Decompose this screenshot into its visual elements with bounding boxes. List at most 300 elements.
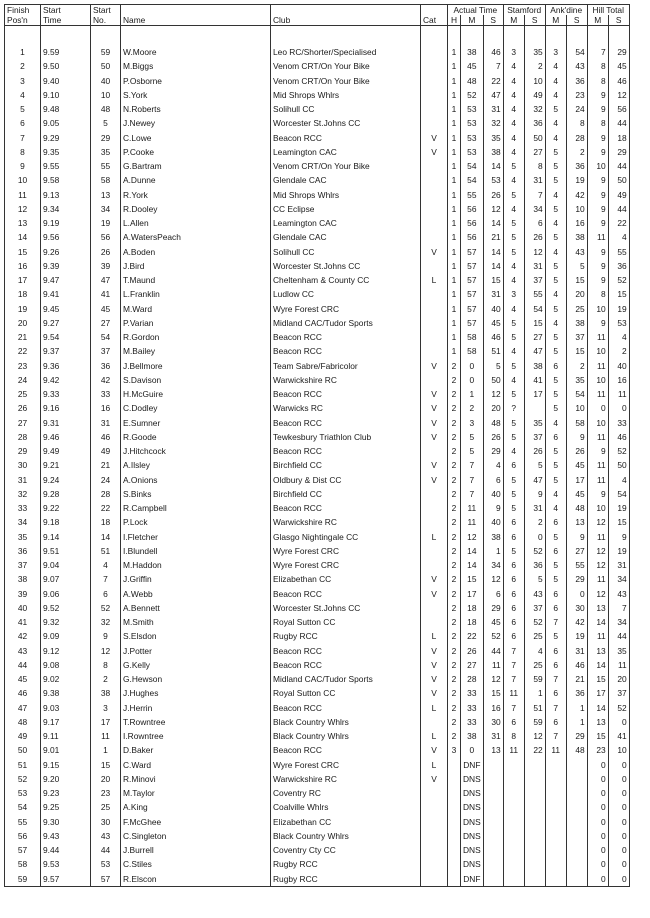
- category-cell: [421, 515, 448, 529]
- hill-seconds-cell: 15: [608, 515, 629, 529]
- start-no-cell: 22: [91, 501, 121, 515]
- rider-name-cell: S.Elsdon: [121, 629, 271, 643]
- table-row: [5, 230, 630, 244]
- finish-pos-cell: 5: [5, 102, 41, 116]
- start-time-cell: 9.52: [41, 601, 91, 615]
- ankdine-seconds-cell: 30: [566, 601, 587, 615]
- actual-minutes-cell: 14: [461, 544, 484, 558]
- hill-seconds-cell: 12: [608, 88, 629, 102]
- ankdine-minutes-cell: 5: [545, 458, 566, 472]
- start-time-cell: 9.34: [41, 202, 91, 216]
- actual-minutes-cell: 0: [461, 373, 484, 387]
- category-cell: V: [421, 658, 448, 672]
- actual-minutes-cell: 56: [461, 230, 484, 244]
- start-time-cell: 9.19: [41, 216, 91, 230]
- club-name-cell: Beacon RCC: [271, 416, 421, 430]
- header-stamford-s: S: [524, 15, 545, 26]
- ankdine-seconds-cell: 2: [566, 145, 587, 159]
- ankdine-seconds-cell: 54: [566, 387, 587, 401]
- hill-seconds-cell: 22: [608, 216, 629, 230]
- start-no-cell: 26: [91, 245, 121, 259]
- actual-hours-cell: 1: [448, 74, 461, 88]
- actual-hours-cell: 2: [448, 501, 461, 515]
- finish-pos-cell: 34: [5, 515, 41, 529]
- finish-pos-cell: 9: [5, 159, 41, 173]
- header-start-no-2: No.: [91, 15, 121, 26]
- hill-minutes-cell: 8: [587, 116, 608, 130]
- rider-name-cell: M.Bailey: [121, 344, 271, 358]
- actual-seconds-cell: 6: [483, 473, 503, 487]
- hill-minutes-cell: 0: [587, 800, 608, 814]
- hill-seconds-cell: 0: [608, 872, 629, 887]
- rider-name-cell: R.Dooley: [121, 202, 271, 216]
- stamford-seconds-cell: 7: [524, 188, 545, 202]
- finish-pos-cell: 35: [5, 530, 41, 544]
- table-row: [5, 487, 630, 501]
- category-cell: [421, 259, 448, 273]
- start-no-cell: 34: [91, 202, 121, 216]
- hill-minutes-cell: 0: [587, 857, 608, 871]
- hill-minutes-cell: 17: [587, 686, 608, 700]
- actual-hours-cell: [448, 829, 461, 843]
- ankdine-minutes-cell: 4: [545, 131, 566, 145]
- start-time-cell: 9.42: [41, 373, 91, 387]
- rider-name-cell: J.Bird: [121, 259, 271, 273]
- hill-minutes-cell: 9: [587, 88, 608, 102]
- club-name-cell: Beacon RCC: [271, 444, 421, 458]
- hill-seconds-cell: 0: [608, 800, 629, 814]
- start-no-cell: 39: [91, 259, 121, 273]
- stamford-minutes-cell: 4: [503, 116, 524, 130]
- stamford-minutes-cell: [503, 772, 524, 786]
- finish-pos-cell: 3: [5, 74, 41, 88]
- actual-minutes-cell: 38: [461, 45, 484, 59]
- category-cell: V: [421, 473, 448, 487]
- start-time-cell: 9.25: [41, 800, 91, 814]
- actual-hours-cell: 1: [448, 116, 461, 130]
- start-no-cell: 23: [91, 786, 121, 800]
- actual-seconds-cell: 13: [483, 743, 503, 757]
- hill-seconds-cell: 31: [608, 558, 629, 572]
- stamford-seconds-cell: 37: [524, 430, 545, 444]
- finish-pos-cell: 36: [5, 544, 41, 558]
- stamford-seconds-cell: 4: [524, 644, 545, 658]
- ankdine-seconds-cell: 21: [566, 672, 587, 686]
- start-time-cell: 9.46: [41, 430, 91, 444]
- hill-minutes-cell: 14: [587, 658, 608, 672]
- category-cell: [421, 843, 448, 857]
- finish-pos-cell: 44: [5, 658, 41, 672]
- start-time-cell: 9.29: [41, 131, 91, 145]
- hill-seconds-cell: 20: [608, 672, 629, 686]
- table-row: [5, 786, 630, 800]
- stamford-seconds-cell: 35: [524, 45, 545, 59]
- actual-seconds-cell: 12: [483, 572, 503, 586]
- hill-minutes-cell: 9: [587, 316, 608, 330]
- finish-pos-cell: 7: [5, 131, 41, 145]
- actual-seconds-cell: 30: [483, 715, 503, 729]
- actual-minutes-cell: 57: [461, 287, 484, 301]
- club-name-cell: Cheltenham & County CC: [271, 273, 421, 287]
- table-row: [5, 216, 630, 230]
- table-row: [5, 430, 630, 444]
- start-no-cell: 48: [91, 102, 121, 116]
- rider-name-cell: J.Potter: [121, 644, 271, 658]
- rider-name-cell: C.Singleton: [121, 829, 271, 843]
- finish-pos-cell: 19: [5, 302, 41, 316]
- club-name-cell: Leamington CAC: [271, 216, 421, 230]
- actual-minutes-cell: 11: [461, 501, 484, 515]
- ankdine-minutes-cell: 4: [545, 59, 566, 73]
- rider-name-cell: A.Ilsley: [121, 458, 271, 472]
- actual-hours-cell: [448, 843, 461, 857]
- ankdine-seconds-cell: 36: [566, 159, 587, 173]
- finish-pos-cell: 37: [5, 558, 41, 572]
- start-no-cell: 14: [91, 530, 121, 544]
- ankdine-minutes-cell: 5: [545, 230, 566, 244]
- start-no-cell: 51: [91, 544, 121, 558]
- ankdine-seconds-cell: 15: [566, 344, 587, 358]
- start-no-cell: 31: [91, 416, 121, 430]
- actual-hours-cell: [448, 772, 461, 786]
- finish-pos-cell: 50: [5, 743, 41, 757]
- start-time-cell: 9.59: [41, 45, 91, 59]
- table-row: [5, 644, 630, 658]
- start-no-cell: 59: [91, 45, 121, 59]
- ankdine-minutes-cell: 5: [545, 344, 566, 358]
- start-time-cell: 9.33: [41, 387, 91, 401]
- actual-hours-cell: 2: [448, 458, 461, 472]
- category-cell: V: [421, 416, 448, 430]
- ankdine-seconds-cell: 42: [566, 615, 587, 629]
- actual-seconds-cell: 9: [483, 501, 503, 515]
- start-time-cell: 9.31: [41, 416, 91, 430]
- ankdine-seconds-cell: 48: [566, 501, 587, 515]
- club-name-cell: Mid Shrops Whlrs: [271, 188, 421, 202]
- stamford-minutes-cell: 6: [503, 515, 524, 529]
- actual-hours-cell: 2: [448, 401, 461, 415]
- rider-name-cell: H.McGuire: [121, 387, 271, 401]
- stamford-minutes-cell: 5: [503, 216, 524, 230]
- start-no-cell: 38: [91, 686, 121, 700]
- start-no-cell: 28: [91, 487, 121, 501]
- actual-seconds-cell: 15: [483, 273, 503, 287]
- hill-minutes-cell: 11: [587, 230, 608, 244]
- actual-hours-cell: 2: [448, 430, 461, 444]
- rider-name-cell: M.Smith: [121, 615, 271, 629]
- category-cell: [421, 601, 448, 615]
- start-no-cell: 57: [91, 872, 121, 887]
- start-no-cell: 43: [91, 829, 121, 843]
- actual-seconds-cell: 16: [483, 701, 503, 715]
- actual-minutes-cell: DNS: [461, 772, 484, 786]
- ankdine-seconds-cell: 10: [566, 401, 587, 415]
- ankdine-minutes-cell: 5: [545, 202, 566, 216]
- club-name-cell: Warwickshire RC: [271, 373, 421, 387]
- hill-minutes-cell: 11: [587, 629, 608, 643]
- actual-hours-cell: 2: [448, 686, 461, 700]
- club-name-cell: Worcester St.Johns CC: [271, 601, 421, 615]
- club-name-cell: Beacon RCC: [271, 387, 421, 401]
- start-time-cell: 9.14: [41, 530, 91, 544]
- start-no-cell: 42: [91, 373, 121, 387]
- finish-pos-cell: 2: [5, 59, 41, 73]
- rider-name-cell: A.WatersPeach: [121, 230, 271, 244]
- table-row: [5, 387, 630, 401]
- start-time-cell: 9.16: [41, 401, 91, 415]
- stamford-minutes-cell: 6: [503, 572, 524, 586]
- club-name-cell: Royal Sutton CC: [271, 686, 421, 700]
- start-time-cell: 9.48: [41, 102, 91, 116]
- stamford-seconds-cell: [524, 772, 545, 786]
- table-row: [5, 159, 630, 173]
- stamford-seconds-cell: 26: [524, 444, 545, 458]
- category-cell: [421, 786, 448, 800]
- start-time-cell: 9.28: [41, 487, 91, 501]
- rider-name-cell: R.Gordon: [121, 330, 271, 344]
- rider-name-cell: J.Bellmore: [121, 359, 271, 373]
- stamford-seconds-cell: 9: [524, 487, 545, 501]
- ankdine-seconds-cell: 15: [566, 273, 587, 287]
- start-no-cell: 5: [91, 116, 121, 130]
- table-row: [5, 245, 630, 259]
- stamford-seconds-cell: 50: [524, 131, 545, 145]
- hill-minutes-cell: 0: [587, 401, 608, 415]
- start-time-cell: 9.53: [41, 857, 91, 871]
- category-cell: V: [421, 131, 448, 145]
- finish-pos-cell: 11: [5, 188, 41, 202]
- stamford-seconds-cell: [524, 815, 545, 829]
- finish-pos-cell: 10: [5, 173, 41, 187]
- hill-minutes-cell: 14: [587, 701, 608, 715]
- hill-minutes-cell: 13: [587, 715, 608, 729]
- rider-name-cell: J.Herrin: [121, 701, 271, 715]
- club-name-cell: Beacon RCC: [271, 330, 421, 344]
- start-time-cell: 9.05: [41, 116, 91, 130]
- stamford-minutes-cell: 5: [503, 387, 524, 401]
- hill-minutes-cell: 0: [587, 843, 608, 857]
- header-cat: Cat: [421, 15, 448, 26]
- actual-seconds-cell: 31: [483, 102, 503, 116]
- stamford-seconds-cell: 25: [524, 629, 545, 643]
- stamford-minutes-cell: 11: [503, 686, 524, 700]
- ankdine-minutes-cell: 6: [545, 544, 566, 558]
- start-no-cell: 36: [91, 359, 121, 373]
- stamford-seconds-cell: 38: [524, 359, 545, 373]
- category-cell: [421, 230, 448, 244]
- start-no-cell: 20: [91, 772, 121, 786]
- rider-name-cell: R.York: [121, 188, 271, 202]
- stamford-minutes-cell: 6: [503, 715, 524, 729]
- ankdine-minutes-cell: 4: [545, 216, 566, 230]
- finish-pos-cell: 53: [5, 786, 41, 800]
- actual-minutes-cell: 45: [461, 59, 484, 73]
- category-cell: V: [421, 430, 448, 444]
- finish-pos-cell: 38: [5, 572, 41, 586]
- table-row: [5, 302, 630, 316]
- hill-minutes-cell: 10: [587, 302, 608, 316]
- actual-minutes-cell: 18: [461, 601, 484, 615]
- start-time-cell: 9.10: [41, 88, 91, 102]
- table-row: [5, 45, 630, 59]
- actual-minutes-cell: 53: [461, 145, 484, 159]
- hill-seconds-cell: 54: [608, 487, 629, 501]
- club-name-cell: Beacon RCC: [271, 701, 421, 715]
- finish-pos-cell: 51: [5, 758, 41, 772]
- actual-minutes-cell: 53: [461, 131, 484, 145]
- category-cell: [421, 330, 448, 344]
- start-time-cell: 9.35: [41, 145, 91, 159]
- ankdine-minutes-cell: 4: [545, 188, 566, 202]
- start-time-cell: 9.43: [41, 829, 91, 843]
- club-name-cell: Birchfield CC: [271, 487, 421, 501]
- ankdine-minutes-cell: 7: [545, 672, 566, 686]
- actual-seconds-cell: 47: [483, 88, 503, 102]
- ankdine-minutes-cell: 4: [545, 316, 566, 330]
- actual-minutes-cell: DNS: [461, 857, 484, 871]
- finish-pos-cell: 31: [5, 473, 41, 487]
- hill-minutes-cell: 9: [587, 102, 608, 116]
- actual-minutes-cell: 18: [461, 615, 484, 629]
- actual-seconds-cell: 45: [483, 316, 503, 330]
- ankdine-minutes-cell: 5: [545, 173, 566, 187]
- start-no-cell: 47: [91, 273, 121, 287]
- finish-pos-cell: 4: [5, 88, 41, 102]
- hill-seconds-cell: 10: [608, 743, 629, 757]
- header-club-top: [271, 5, 421, 16]
- stamford-minutes-cell: ?: [503, 401, 524, 415]
- start-time-cell: 9.21: [41, 458, 91, 472]
- actual-seconds-cell: 15: [483, 686, 503, 700]
- actual-hours-cell: 2: [448, 359, 461, 373]
- stamford-minutes-cell: 7: [503, 658, 524, 672]
- actual-hours-cell: 1: [448, 259, 461, 273]
- start-no-cell: 10: [91, 88, 121, 102]
- actual-seconds-cell: 21: [483, 230, 503, 244]
- hill-seconds-cell: 36: [608, 259, 629, 273]
- table-row: [5, 515, 630, 529]
- actual-seconds-cell: 34: [483, 558, 503, 572]
- hill-seconds-cell: 4: [608, 473, 629, 487]
- hill-seconds-cell: 0: [608, 857, 629, 871]
- hill-seconds-cell: 0: [608, 772, 629, 786]
- rider-name-cell: C.Stiles: [121, 857, 271, 871]
- stamford-minutes-cell: 4: [503, 373, 524, 387]
- actual-minutes-cell: 33: [461, 715, 484, 729]
- actual-hours-cell: 2: [448, 544, 461, 558]
- hill-seconds-cell: 56: [608, 102, 629, 116]
- rider-name-cell: D.Baker: [121, 743, 271, 757]
- actual-minutes-cell: 7: [461, 458, 484, 472]
- stamford-minutes-cell: 4: [503, 74, 524, 88]
- actual-seconds-cell: 35: [483, 131, 503, 145]
- actual-hours-cell: [448, 857, 461, 871]
- start-no-cell: 40: [91, 74, 121, 88]
- actual-seconds-cell: 29: [483, 444, 503, 458]
- club-name-cell: Royal Sutton CC: [271, 615, 421, 629]
- actual-seconds-cell: 51: [483, 344, 503, 358]
- club-name-cell: Venom CRT/On Your Bike: [271, 59, 421, 73]
- rider-name-cell: P.Osborne: [121, 74, 271, 88]
- actual-seconds-cell: 53: [483, 173, 503, 187]
- start-no-cell: 46: [91, 430, 121, 444]
- ankdine-minutes-cell: 4: [545, 88, 566, 102]
- category-cell: V: [421, 743, 448, 757]
- hill-seconds-cell: 50: [608, 458, 629, 472]
- actual-minutes-cell: 56: [461, 216, 484, 230]
- finish-pos-cell: 56: [5, 829, 41, 843]
- club-name-cell: Solihull CC: [271, 102, 421, 116]
- finish-pos-cell: 32: [5, 487, 41, 501]
- club-name-cell: Beacon RCC: [271, 644, 421, 658]
- rider-name-cell: S.Binks: [121, 487, 271, 501]
- ankdine-seconds-cell: 37: [566, 330, 587, 344]
- stamford-minutes-cell: 5: [503, 330, 524, 344]
- start-no-cell: 27: [91, 316, 121, 330]
- rider-name-cell: I.Rowntree: [121, 729, 271, 743]
- header-start-time-2: Time: [41, 15, 91, 26]
- table-row: [5, 359, 630, 373]
- stamford-minutes-cell: [503, 829, 524, 843]
- finish-pos-cell: 47: [5, 701, 41, 715]
- rider-name-cell: A.Onions: [121, 473, 271, 487]
- club-name-cell: Coalville Whlrs: [271, 800, 421, 814]
- finish-pos-cell: 48: [5, 715, 41, 729]
- rider-name-cell: A.Webb: [121, 587, 271, 601]
- ankdine-minutes-cell: 5: [545, 330, 566, 344]
- actual-seconds-cell: 40: [483, 515, 503, 529]
- rider-name-cell: J.Newey: [121, 116, 271, 130]
- stamford-seconds-cell: 25: [524, 658, 545, 672]
- ankdine-seconds-cell: 24: [566, 102, 587, 116]
- finish-pos-cell: 15: [5, 245, 41, 259]
- header-club: Club: [271, 15, 421, 26]
- category-cell: [421, 102, 448, 116]
- start-time-cell: 9.44: [41, 843, 91, 857]
- table-row: [5, 401, 630, 415]
- ankdine-seconds-cell: 27: [566, 544, 587, 558]
- actual-hours-cell: 2: [448, 558, 461, 572]
- rider-name-cell: C.Lowe: [121, 131, 271, 145]
- ankdine-minutes-cell: 5: [545, 530, 566, 544]
- ankdine-minutes-cell: 7: [545, 729, 566, 743]
- rider-name-cell: R.Goode: [121, 430, 271, 444]
- rider-name-cell: G.Bartram: [121, 159, 271, 173]
- category-cell: [421, 815, 448, 829]
- stamford-seconds-cell: 41: [524, 373, 545, 387]
- actual-minutes-cell: 28: [461, 672, 484, 686]
- club-name-cell: Glendale CAC: [271, 230, 421, 244]
- start-no-cell: 53: [91, 857, 121, 871]
- actual-hours-cell: 1: [448, 302, 461, 316]
- stamford-seconds-cell: 54: [524, 302, 545, 316]
- stamford-seconds-cell: 31: [524, 501, 545, 515]
- ankdine-seconds-cell: 2: [566, 359, 587, 373]
- stamford-seconds-cell: 47: [524, 344, 545, 358]
- hill-seconds-cell: 11: [608, 387, 629, 401]
- table-row: [5, 857, 630, 871]
- hill-minutes-cell: 12: [587, 587, 608, 601]
- club-name-cell: Wyre Forest CRC: [271, 302, 421, 316]
- finish-pos-cell: 16: [5, 259, 41, 273]
- category-cell: [421, 615, 448, 629]
- hill-seconds-cell: 16: [608, 373, 629, 387]
- start-time-cell: 9.41: [41, 287, 91, 301]
- club-name-cell: Birchfield CC: [271, 458, 421, 472]
- finish-pos-cell: 27: [5, 416, 41, 430]
- start-time-cell: 9.37: [41, 344, 91, 358]
- finish-pos-cell: 58: [5, 857, 41, 871]
